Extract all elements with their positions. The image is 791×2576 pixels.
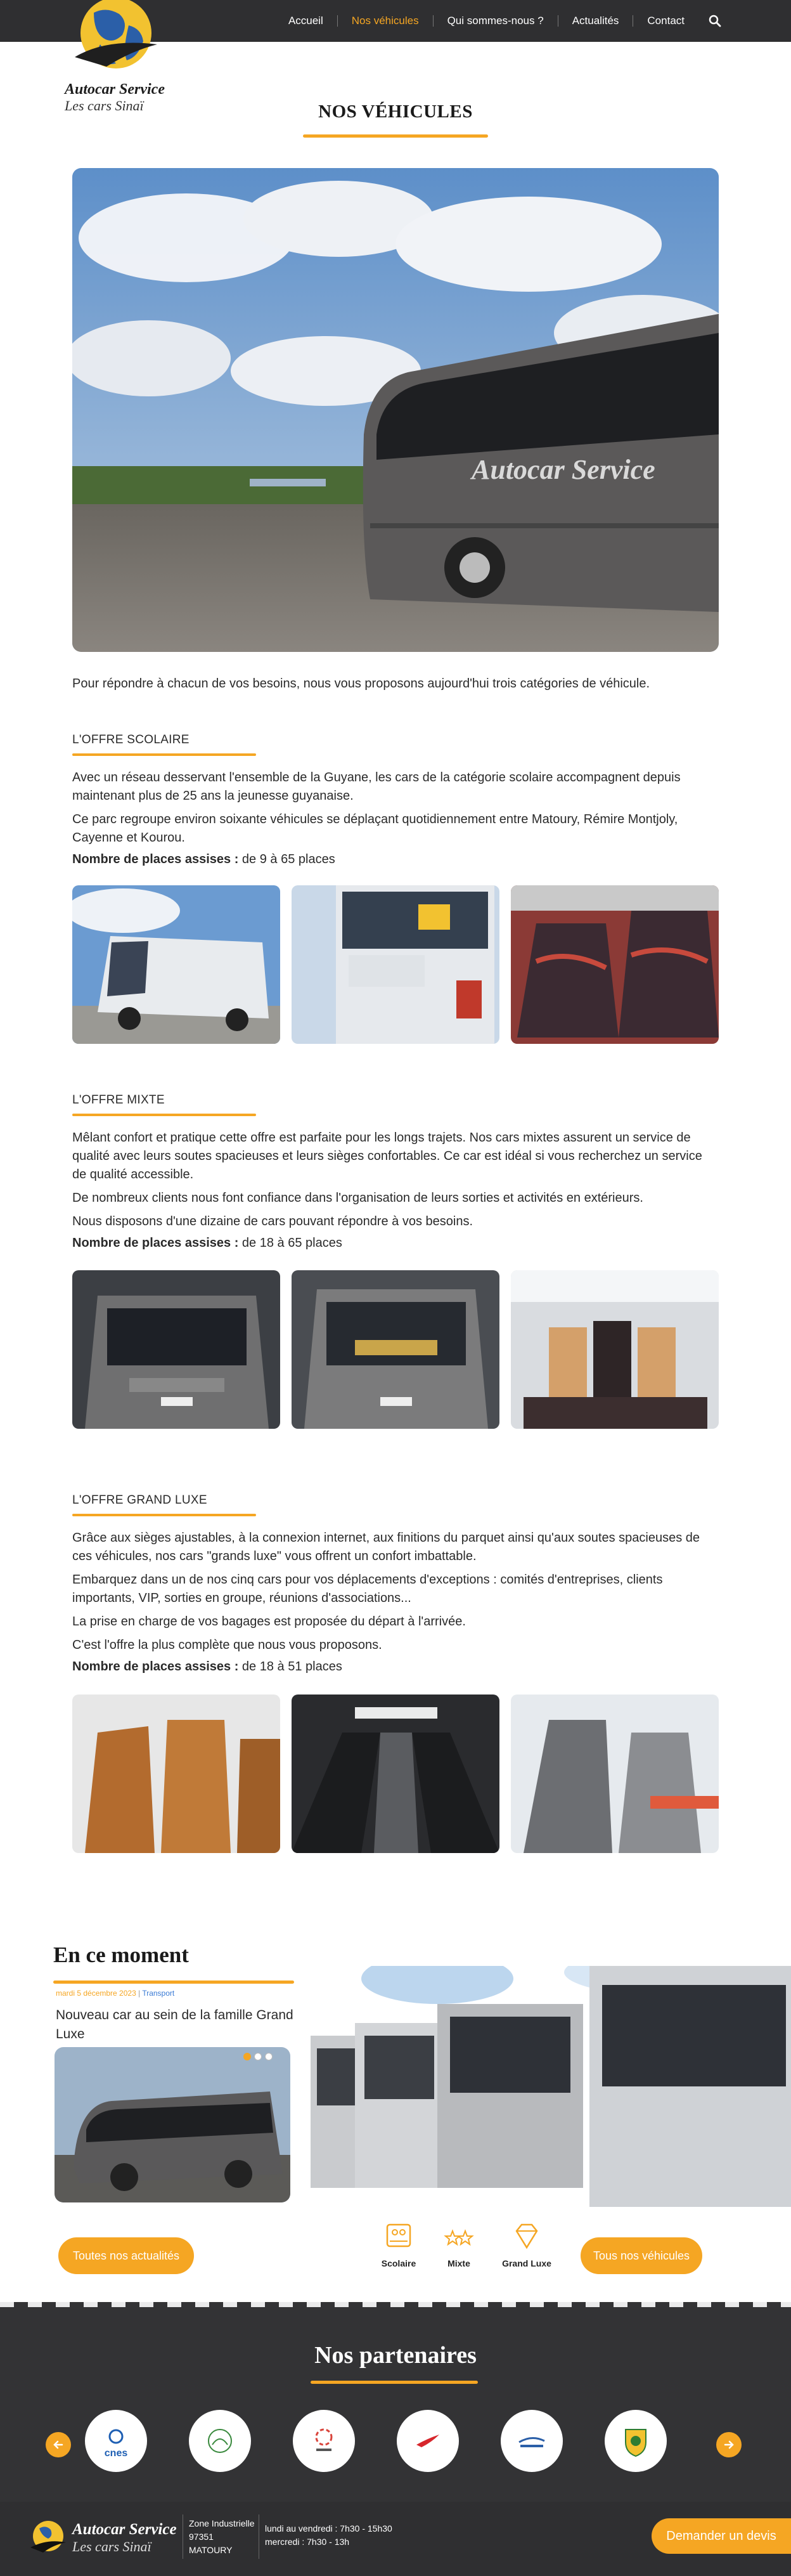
footer-logo-icon[interactable] bbox=[28, 2517, 68, 2558]
address-line: 97351 bbox=[189, 2532, 214, 2542]
hours-line: lundi au vendredi : 7h30 - 15h30 bbox=[265, 2523, 392, 2534]
category-label: Grand Luxe bbox=[502, 2258, 551, 2268]
footer-address bbox=[189, 2517, 255, 2557]
photo-scolaire-2 bbox=[292, 885, 499, 1044]
section-mixte bbox=[72, 1093, 719, 1251]
partner-logo-4[interactable] bbox=[397, 2410, 459, 2472]
search-icon[interactable] bbox=[702, 8, 728, 34]
photo-scolaire-1 bbox=[72, 885, 280, 1044]
photo-luxe-3 bbox=[511, 1695, 719, 1853]
section-paragraph: Grâce aux sièges ajustables, à la connexion internet, aux finitions du parquet ainsi qu'aux soutes spacieuses de ces véhicules, nos cars "grands luxe" vous offrent un confort imbattable. bbox=[72, 1531, 700, 1563]
photo-mixte-2 bbox=[292, 1270, 499, 1429]
section-title: L'OFFRE SCOLAIRE bbox=[72, 733, 190, 746]
stars-icon bbox=[442, 2220, 475, 2253]
diamond-icon bbox=[510, 2220, 543, 2253]
places-value: de 9 à 65 places bbox=[238, 852, 335, 866]
places-label: Nombre de places assises : bbox=[72, 1236, 239, 1250]
title-underline bbox=[303, 134, 488, 138]
address-line: MATOURY bbox=[189, 2545, 233, 2555]
section-title: L'OFFRE MIXTE bbox=[72, 1093, 165, 1107]
intro-block bbox=[72, 675, 719, 693]
partners-section bbox=[0, 2302, 791, 2502]
nav-item-actualites[interactable]: Actualités bbox=[558, 15, 634, 27]
main-nav bbox=[274, 0, 728, 42]
section-underline bbox=[72, 1514, 256, 1516]
news-image[interactable] bbox=[55, 2047, 290, 2202]
section-title: L'OFFRE GRAND LUXE bbox=[72, 1493, 207, 1507]
category-scolaire[interactable] bbox=[370, 2220, 427, 2268]
hero-image bbox=[72, 168, 719, 652]
places-count bbox=[72, 1660, 719, 1674]
photo-scolaire-3 bbox=[511, 885, 719, 1044]
photo-mixte-1 bbox=[72, 1270, 280, 1429]
fleet-image bbox=[311, 1966, 791, 2210]
partner-logo-3[interactable] bbox=[293, 2410, 355, 2472]
carousel-dot[interactable] bbox=[265, 2053, 273, 2060]
partner-logo-5[interactable] bbox=[501, 2410, 563, 2472]
all-vehicles-button[interactable]: Tous nos véhicules bbox=[581, 2237, 702, 2274]
nav-item-vehicules[interactable]: Nos véhicules bbox=[338, 15, 434, 27]
site-footer bbox=[0, 2502, 791, 2576]
news-meta: mardi 5 décembre 2023 | Transport bbox=[56, 1989, 175, 1998]
footer-hours bbox=[265, 2522, 392, 2549]
nav-item-qui-sommes-nous[interactable]: Qui sommes-nous ? bbox=[434, 15, 558, 27]
section-paragraph: Nous disposons d'une dizaine de cars pouvant répondre à vos besoins. bbox=[72, 1214, 473, 1228]
section-paragraph: De nombreux clients nous font confiance dans l'organisation de leurs sorties et activités en extérieurs. bbox=[72, 1191, 643, 1205]
airline-logo-icon bbox=[409, 2422, 447, 2460]
section-paragraph: Embarquez dans un de nos cinq cars pour vos déplacements d'exceptions : comités d'entreprises, clients importants, VIP, sorties en groupe, réunions d'associations... bbox=[72, 1573, 663, 1605]
partner-logo-2[interactable] bbox=[189, 2410, 251, 2472]
nav-item-accueil[interactable]: Accueil bbox=[274, 15, 338, 27]
partner-emblem-icon bbox=[513, 2422, 551, 2460]
section-underline bbox=[72, 1114, 256, 1116]
request-quote-button[interactable]: Demander un devis bbox=[652, 2518, 791, 2554]
carousel-dot[interactable] bbox=[254, 2053, 262, 2060]
intro-text: Pour répondre à chacun de vos besoins, nous vous proposons aujourd'hui trois catégories de véhicule. bbox=[72, 677, 650, 691]
section-paragraph: Mêlant confort et pratique cette offre est parfaite pour les longs trajets. Nos cars mixtes assurent un service de qualité avec leurs soutes spacieuses et leurs sièges confortables. Ce car est idéal si vous recherchez un service de qualité accessible. bbox=[72, 1131, 702, 1181]
section-paragraph: C'est l'offre la plus complète que nous vous proposons. bbox=[72, 1638, 382, 1652]
places-count bbox=[72, 852, 719, 867]
school-icon bbox=[382, 2220, 415, 2253]
category-label: Mixte bbox=[447, 2258, 470, 2268]
logo-title: Autocar Service bbox=[65, 81, 165, 98]
places-label: Nombre de places assises : bbox=[72, 1660, 239, 1674]
section-grand-luxe bbox=[72, 1493, 719, 1674]
category-grand-luxe[interactable] bbox=[498, 2220, 555, 2268]
section-paragraph: La prise en charge de vos bagages est proposée du départ à l'arrivée. bbox=[72, 1615, 466, 1629]
arrow-left-icon bbox=[52, 2438, 65, 2451]
category-mixte[interactable] bbox=[430, 2220, 487, 2268]
section-paragraph: Avec un réseau desservant l'ensemble de la Guyane, les cars de la catégorie scolaire accompagnent depuis maintenant plus de 25 ans la jeunesse guyanaise. bbox=[72, 771, 681, 803]
carousel-dots bbox=[243, 2053, 273, 2060]
coat-of-arms-icon bbox=[617, 2422, 655, 2460]
partners-prev-button[interactable] bbox=[46, 2432, 71, 2457]
places-value: de 18 à 65 places bbox=[238, 1236, 342, 1250]
news-category[interactable]: Transport bbox=[142, 1989, 175, 1998]
all-news-button[interactable]: Toutes nos actualités bbox=[58, 2237, 194, 2274]
places-value: de 18 à 51 places bbox=[238, 1660, 342, 1674]
partner-name: cnes bbox=[104, 2448, 128, 2459]
section-underline bbox=[72, 753, 256, 756]
places-count bbox=[72, 1236, 719, 1251]
moment-underline bbox=[53, 1981, 294, 1984]
site-logo[interactable] bbox=[63, 0, 171, 114]
page-title: NOS VÉHICULES bbox=[318, 101, 473, 122]
photo-luxe-2 bbox=[292, 1695, 499, 1853]
moment-title: En ce moment bbox=[53, 1942, 189, 1967]
hero-bus-text: Autocar Service bbox=[472, 454, 655, 485]
places-label: Nombre de places assises : bbox=[72, 852, 239, 866]
nav-item-contact[interactable]: Contact bbox=[647, 15, 685, 27]
footer-logo-subtitle: Les cars Sinaï bbox=[72, 2539, 151, 2554]
partners-next-button[interactable] bbox=[716, 2432, 742, 2457]
arrow-right-icon bbox=[723, 2438, 735, 2451]
road-marking bbox=[0, 2302, 791, 2307]
logo-subtitle: Les cars Sinaï bbox=[65, 98, 144, 114]
logo-globe-icon bbox=[68, 0, 164, 76]
partners-title: Nos partenaires bbox=[314, 2342, 477, 2369]
photo-luxe-1 bbox=[72, 1695, 280, 1853]
footer-logo-title: Autocar Service bbox=[72, 2521, 177, 2538]
section-paragraph: Ce parc regroupe environ soixante véhicules se déplaçant quotidiennement entre Matoury, Rémire Montjoly, Cayenne et Kourou. bbox=[72, 812, 678, 845]
address-line: Zone Industrielle bbox=[189, 2518, 255, 2528]
partner-emblem-icon bbox=[305, 2422, 343, 2460]
partners-underline bbox=[311, 2381, 478, 2384]
carousel-dot[interactable] bbox=[243, 2053, 251, 2060]
partner-logo-6[interactable] bbox=[605, 2410, 667, 2472]
hours-line: mercredi : 7h30 - 13h bbox=[265, 2537, 350, 2547]
partner-logo-cnes[interactable] bbox=[85, 2410, 147, 2472]
news-date: mardi 5 décembre 2023 bbox=[56, 1989, 136, 1998]
category-label: Scolaire bbox=[381, 2258, 416, 2268]
partner-emblem-icon bbox=[201, 2422, 239, 2460]
section-scolaire bbox=[72, 733, 719, 867]
news-title[interactable]: Nouveau car au sein de la famille Grand Luxe bbox=[56, 2008, 293, 2041]
photo-mixte-3 bbox=[511, 1270, 719, 1429]
